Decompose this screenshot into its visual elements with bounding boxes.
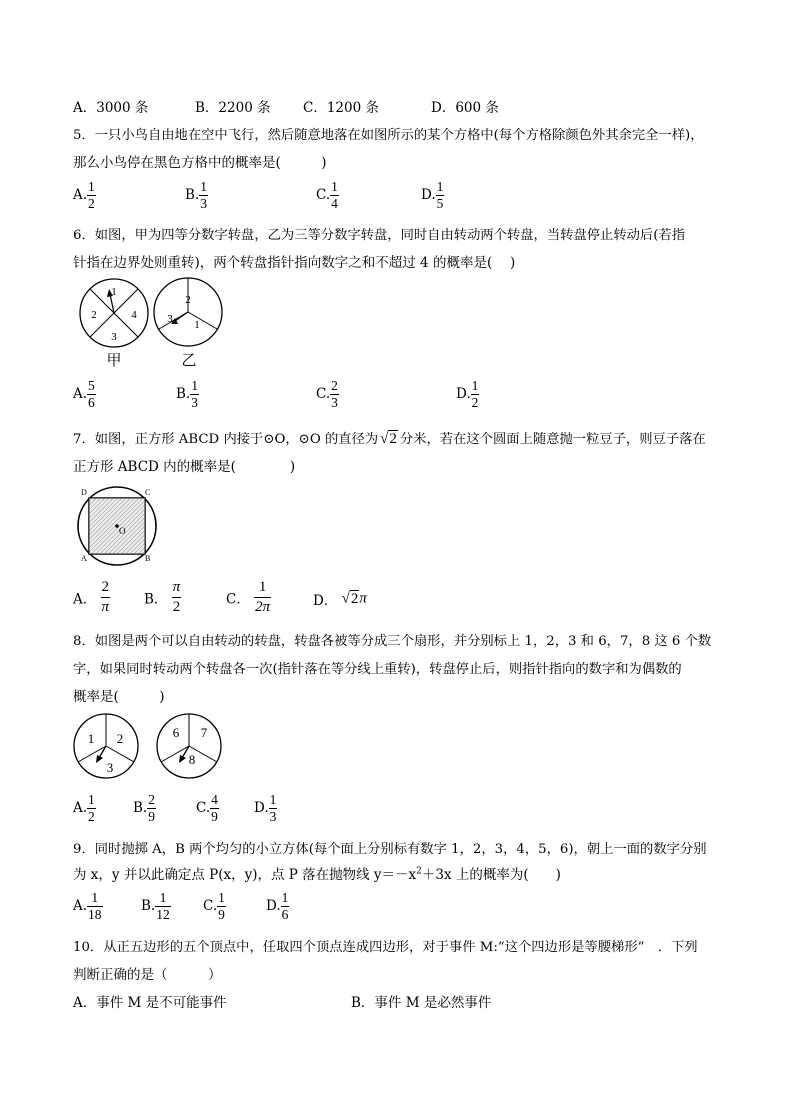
q10-options bbox=[73, 991, 573, 1011]
q8-a-sector-3: 3 bbox=[106, 760, 114, 775]
q8-option-c: C. $\frac{4}{9}$ bbox=[196, 792, 218, 824]
q8-options bbox=[73, 793, 373, 827]
q6-jia-caption: 甲 bbox=[106, 353, 122, 369]
q7-option-c: C． $\frac{1}{2\pi}$ bbox=[226, 579, 271, 615]
q5-option-a: A. $\frac{1}{2}$ bbox=[73, 179, 95, 211]
q9-line1: 9．同时抛掷 A，B 两个均匀的小立方体(每个面上分别标有数字 1，2，3，4，5，6)，朝上一面的数字分别 bbox=[73, 842, 707, 857]
q8-a-sector-2: 2 bbox=[116, 731, 124, 746]
q6-line2: 针指在边界处则重转)，两个转盘指针指向数字之和不超过 4 的概率是( ) bbox=[73, 255, 516, 271]
q8-option-d: D. $\frac{1}{3}$ bbox=[254, 792, 277, 824]
q8-b-sector-8: 8 bbox=[188, 752, 196, 767]
q7-label-a: A bbox=[81, 554, 87, 563]
q9-option-b: B. $\frac{1}{12}$ bbox=[141, 890, 170, 922]
q6-option-c: C. $\frac{2}{3}$ bbox=[316, 378, 338, 410]
q8-b-sector-6: 6 bbox=[172, 725, 180, 740]
q8-line3: 概率是( ) bbox=[73, 689, 165, 705]
q10-option-a: A．事件 M 是不可能事件 bbox=[73, 995, 227, 1011]
q7-option-d: D． √2π bbox=[313, 590, 367, 609]
q9-option-a: A. $\frac{1}{18}$ bbox=[73, 890, 102, 922]
q9-option-d: D. $\frac{1}{6}$ bbox=[266, 890, 289, 922]
q6-jia-sector-2: 2 bbox=[91, 309, 97, 321]
q5-line2: 那么小鸟停在黑色方格中的概率是( ) bbox=[73, 155, 327, 171]
q6-yi-caption: 乙 bbox=[181, 353, 197, 369]
q8-spinner-figure bbox=[72, 711, 226, 781]
q7-option-b: B． $\frac{\pi}{2}$ bbox=[144, 579, 181, 615]
q6-options bbox=[73, 379, 493, 413]
q6-jia-sector-4: 4 bbox=[131, 309, 137, 321]
q4-option-b: B．2200 条 bbox=[195, 100, 271, 116]
q4-option-d: D．600 条 bbox=[431, 100, 499, 116]
q4-option-c: C．1200 条 bbox=[303, 100, 379, 116]
q8-spinner-b bbox=[157, 714, 221, 778]
q7-label-d: D bbox=[81, 488, 87, 497]
q6-option-a: A. $\frac{5}{6}$ bbox=[73, 378, 95, 410]
q6-jia-sector-1: 1 bbox=[111, 286, 117, 298]
q7-line1: 7．如图，正方形 ABCD 内接于⊙O，⊙O 的直径为 √2 分米，若在这个圆面上随意抛一粒豆子，则豆子落在 bbox=[73, 431, 706, 447]
q6-yi-sector-3: 3 bbox=[167, 313, 173, 325]
q5-line1: 5．一只小鸟自由地在空中飞行，然后随意地落在如图所示的某个方格中(每个方格除颜色外其余完全一样)， bbox=[73, 128, 704, 143]
q5-option-d: D. $\frac{1}{5}$ bbox=[421, 179, 444, 211]
q8-a-sector-1: 1 bbox=[87, 731, 95, 746]
q7-label-o: O bbox=[119, 526, 126, 536]
q5-option-c: C. $\frac{1}{4}$ bbox=[316, 179, 338, 211]
q8-b-sector-7: 7 bbox=[200, 725, 208, 740]
q10-option-b: B．事件 M 是必然事件 bbox=[351, 995, 492, 1011]
q7-label-c: C bbox=[145, 488, 151, 497]
q7-option-a: A． $\frac{2}{\pi}$ bbox=[73, 579, 110, 615]
q5-option-b: B. $\frac{1}{3}$ bbox=[185, 179, 207, 211]
q10-line1: 10．从正五边形的五个顶点中，任取四个顶点连成四边形，对于事件 M:“这个四边形是等腰梯形” ．下列 bbox=[73, 940, 698, 955]
q9-line2: 为 x，y 并以此确定点 P(x，y)，点 P 落在抛物线 $y=-x^2+3x$ 上的概率为( ) bbox=[73, 866, 561, 883]
q8-line1: 8．如图是两个可以自由转动的转盘，转盘各被等分成三个扇形，并分别标上 1，2，3 和 6，7，8 这 6 个数 bbox=[73, 634, 712, 649]
q8-option-b: B. $\frac{2}{9}$ bbox=[133, 792, 155, 824]
q7-label-b: B bbox=[145, 554, 151, 563]
q6-jia-sector-3: 3 bbox=[111, 331, 117, 343]
q10-line2: 判断正确的是（ ） bbox=[73, 967, 222, 983]
q4-option-a: A．3000 条 bbox=[73, 100, 149, 116]
q7-options bbox=[73, 580, 493, 620]
q8-option-a: A. $\frac{1}{2}$ bbox=[73, 792, 95, 824]
q8-spinner-a bbox=[74, 714, 138, 778]
q7-figure bbox=[72, 484, 164, 570]
q6-spinner-yi bbox=[154, 278, 222, 369]
q9-option-c: C. $\frac{1}{9}$ bbox=[203, 890, 225, 922]
q7-sqrt: √2 bbox=[380, 431, 397, 447]
q7-line2: 正方形 ABCD 内的概率是( ) bbox=[73, 459, 296, 475]
q6-yi-sector-1: 1 bbox=[194, 319, 200, 331]
q6-spinner-jia bbox=[80, 279, 148, 369]
q6-option-d: D. $\frac{1}{2}$ bbox=[456, 378, 479, 410]
q6-option-b: B. $\frac{1}{3}$ bbox=[176, 378, 198, 410]
q6-yi-sector-2: 2 bbox=[185, 294, 191, 306]
q5-options bbox=[73, 180, 493, 214]
q8-line2: 字，如果同时转动两个转盘各一次(指针落在等分线上重转)，转盘停止后，则指针指向的数字和为偶数的 bbox=[73, 662, 682, 677]
q6-spinner-figure bbox=[76, 276, 228, 370]
q9-options bbox=[73, 891, 373, 925]
q6-line1: 6．如图，甲为四等分数字转盘，乙为三等分数字转盘，同时自由转动两个转盘，当转盘停止转动后(若指 bbox=[73, 228, 686, 243]
